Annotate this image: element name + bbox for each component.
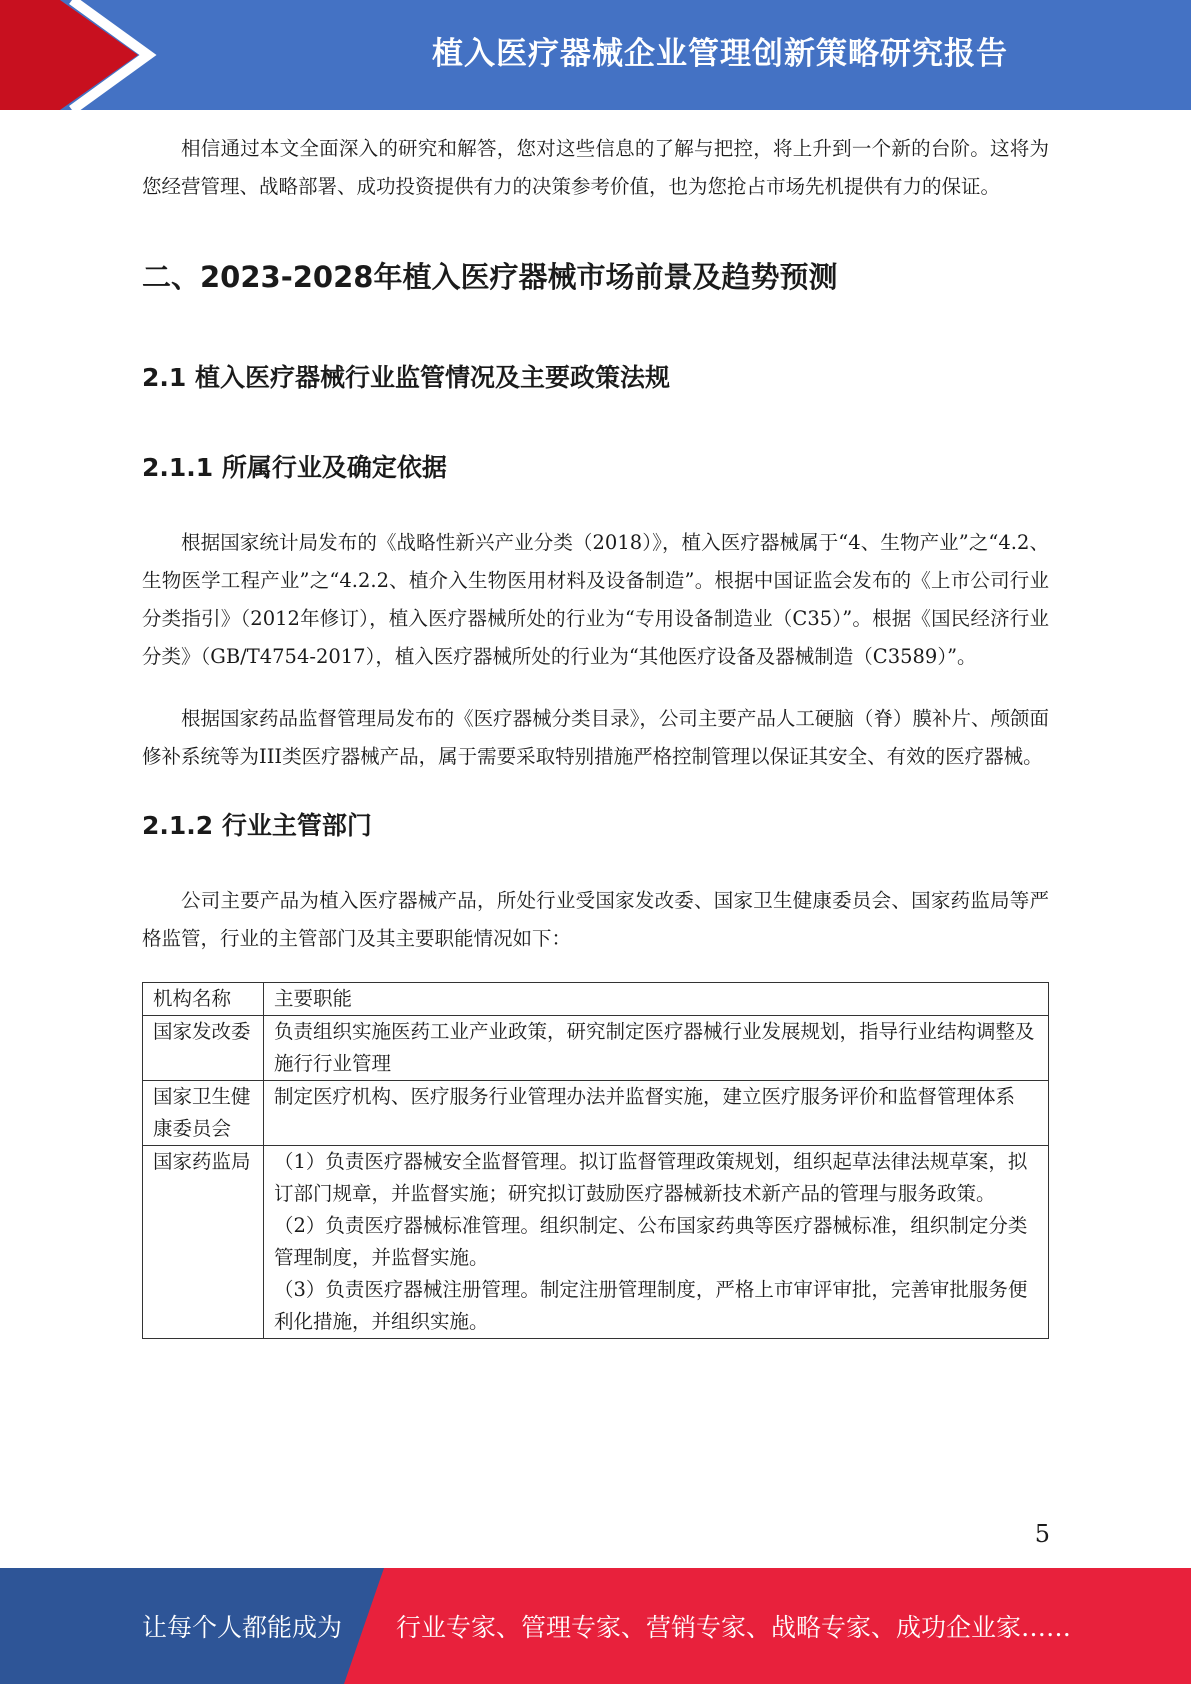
subsection-heading-2-1: 2.1 植入医疗器械行业监管情况及主要政策法规 <box>142 363 670 392</box>
duty-item: （1）负责医疗器械安全监督管理。拟订监督管理政策规划，组织起草法律法规草案，拟订部门规章，并监督实施；研究拟订鼓励医疗器械新技术新产品的管理与服务政策。 <box>274 1150 1028 1205</box>
table-cell-org: 国家药监局 <box>143 1146 264 1339</box>
table-header-row <box>143 983 1049 1016</box>
page-header <box>0 0 1191 110</box>
page-number: 5 <box>1034 1520 1050 1548</box>
table-header-org: 机构名称 <box>143 983 264 1016</box>
intro-paragraph: 相信通过本文全面深入的研究和解答，您对这些信息的了解与把控，将上升到一个新的台阶。这将为您经营管理、战略部署、成功投资提供有力的决策参考价值，也为您抢占市场先机提供有力的保证。 <box>142 137 1049 198</box>
regulators-table <box>142 982 1049 1339</box>
table-row <box>143 1016 1049 1081</box>
duty-item: （2）负责医疗器械标准管理。组织制定、公布国家药典等医疗器械标准，组织制定分类管理制度，并监督实施。 <box>274 1214 1028 1269</box>
page-content <box>142 130 1049 1339</box>
product-class-paragraph: 根据国家药品监督管理局发布的《医疗器械分类目录》，公司主要产品人工硬脑（脊）膜补片、颅颌面修补系统等为III类医疗器械产品，属于需要采取特别措施严格控制管理以保证其安全、有效的医疗器械。 <box>142 707 1049 768</box>
table-row <box>143 1146 1049 1339</box>
duty-item: 制定医疗机构、医疗服务行业管理办法并监督实施，建立医疗服务评价和监督管理体系 <box>274 1085 1016 1108</box>
table-row <box>143 1081 1049 1146</box>
duty-item: 负责组织实施医药工业产业政策，研究制定医疗器械行业发展规划，指导行业结构调整及施行行业管理 <box>274 1020 1035 1075</box>
industry-classification-paragraph: 根据国家统计局发布的《战略性新兴产业分类（2018）》，植入医疗器械属于“4、生物产业”之“4.2、生物医学工程产业”之“4.2.2、植介入生物医用材料及设备制造”。根据中国证监会发布的《上市公司行业分类指引》（2012年修订），植入医疗器械所处的行业为“专用设备制造业（C35）”。根据《国民经济行业分类》（GB/T4754-2017），植入医疗器械所处的行业为“其他医疗设备及器械制造（C3589）”。 <box>142 531 1049 668</box>
section-heading: 二、2023-2028年植入医疗器械市场前景及趋势预测 <box>142 260 838 294</box>
table-cell-duties <box>264 1016 1049 1081</box>
footer-slogan-right: 行业专家、管理专家、营销专家、战略专家、成功企业家…… <box>396 1613 1072 1642</box>
table-cell-org: 国家卫生健康委员会 <box>143 1081 264 1146</box>
table-cell-duties <box>264 1146 1049 1339</box>
table-cell-duties <box>264 1081 1049 1146</box>
regulators-paragraph: 公司主要产品为植入医疗器械产品，所处行业受国家发改委、国家卫生健康委员会、国家药监局等严格监管，行业的主管部门及其主要职能情况如下： <box>142 889 1049 950</box>
report-title: 植入医疗器械企业管理创新策略研究报告 <box>432 35 1008 72</box>
duty-item: （3）负责医疗器械注册管理。制定注册管理制度，严格上市审评审批，完善审批服务便利化措施，并组织实施。 <box>274 1278 1028 1333</box>
table-cell-org: 国家发改委 <box>143 1016 264 1081</box>
subsection-heading-2-1-1: 2.1.1 所属行业及确定依据 <box>142 453 447 482</box>
page-footer <box>0 1568 1191 1684</box>
table-header-duties: 主要职能 <box>264 983 1049 1016</box>
subsection-heading-2-1-2: 2.1.2 行业主管部门 <box>142 811 372 840</box>
footer-slogan-left: 让每个人都能成为 <box>142 1613 343 1642</box>
